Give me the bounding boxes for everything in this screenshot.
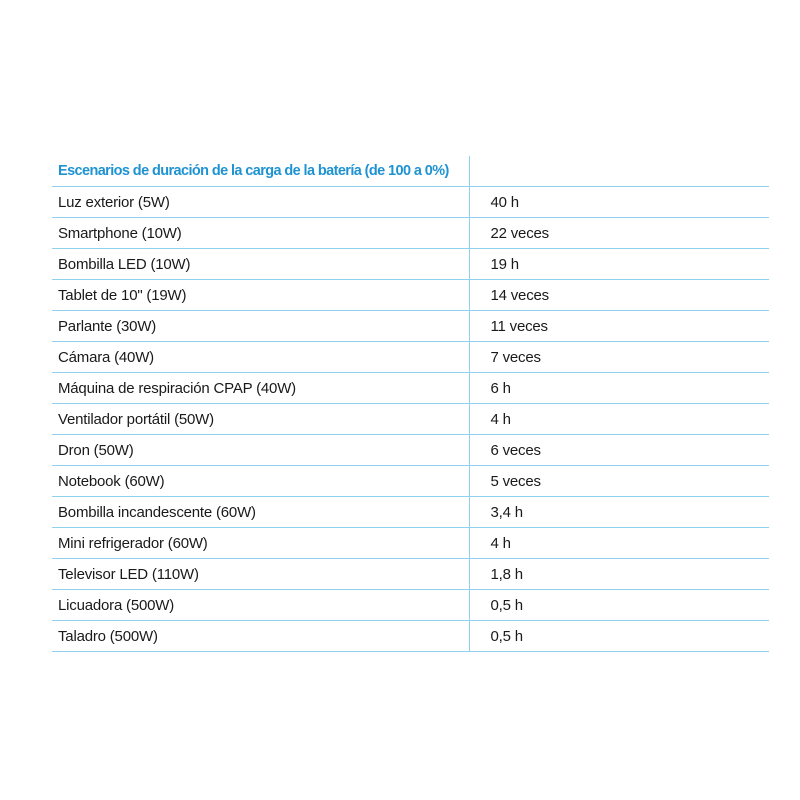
table-row — [52, 218, 769, 249]
device-cell: Smartphone (10W) — [52, 218, 469, 249]
duration-cell: 1,8 h — [469, 559, 769, 590]
device-cell: Dron (50W) — [52, 435, 469, 466]
table-row — [52, 280, 769, 311]
device-cell: Máquina de respiración CPAP (40W) — [52, 373, 469, 404]
duration-cell: 40 h — [469, 187, 769, 218]
device-cell: Cámara (40W) — [52, 342, 469, 373]
duration-cell: 4 h — [469, 528, 769, 559]
table-header-value — [469, 156, 769, 187]
device-cell: Bombilla LED (10W) — [52, 249, 469, 280]
table-title: Escenarios de duración de la carga de la batería (de 100 a 0%) — [52, 156, 469, 187]
device-cell: Parlante (30W) — [52, 311, 469, 342]
table-row — [52, 311, 769, 342]
table-row — [52, 466, 769, 497]
device-cell: Taladro (500W) — [52, 621, 469, 652]
table-row — [52, 187, 769, 218]
duration-cell: 4 h — [469, 404, 769, 435]
table-row — [52, 435, 769, 466]
duration-cell: 6 veces — [469, 435, 769, 466]
duration-cell: 7 veces — [469, 342, 769, 373]
device-cell: Ventilador portátil (50W) — [52, 404, 469, 435]
duration-cell: 14 veces — [469, 280, 769, 311]
duration-cell: 0,5 h — [469, 590, 769, 621]
device-cell: Luz exterior (5W) — [52, 187, 469, 218]
duration-cell: 6 h — [469, 373, 769, 404]
battery-duration-table-container — [52, 156, 769, 652]
duration-cell: 5 veces — [469, 466, 769, 497]
battery-duration-table — [52, 156, 769, 652]
table-row — [52, 528, 769, 559]
duration-cell: 11 veces — [469, 311, 769, 342]
duration-cell: 3,4 h — [469, 497, 769, 528]
table-row — [52, 559, 769, 590]
table-row — [52, 373, 769, 404]
device-cell: Televisor LED (110W) — [52, 559, 469, 590]
table-row — [52, 249, 769, 280]
device-cell: Licuadora (500W) — [52, 590, 469, 621]
table-row — [52, 497, 769, 528]
device-cell: Mini refrigerador (60W) — [52, 528, 469, 559]
duration-cell: 19 h — [469, 249, 769, 280]
table-row — [52, 590, 769, 621]
table-row — [52, 342, 769, 373]
device-cell: Bombilla incandescente (60W) — [52, 497, 469, 528]
table-row — [52, 404, 769, 435]
duration-cell: 22 veces — [469, 218, 769, 249]
table-header-row — [52, 156, 769, 187]
device-cell: Tablet de 10" (19W) — [52, 280, 469, 311]
table-row — [52, 621, 769, 652]
device-cell: Notebook (60W) — [52, 466, 469, 497]
duration-cell: 0,5 h — [469, 621, 769, 652]
